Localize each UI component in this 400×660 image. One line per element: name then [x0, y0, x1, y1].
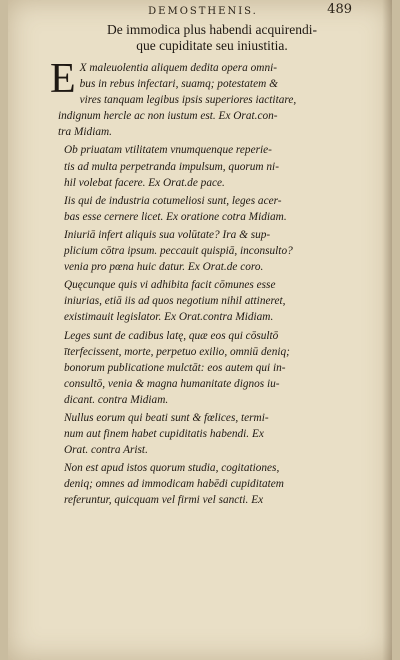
drop-initial: E — [50, 56, 76, 102]
text-line: plicium cōtra ipsum. peccauit quispiā, inconsulto? — [64, 245, 293, 258]
text-line: bus in rebus infectari, suamq; potestatem & — [79, 78, 278, 91]
running-head: DEMOSTHENIS. — [148, 6, 258, 17]
heading-line: que cupiditate seu iniustitia. — [136, 38, 288, 53]
text-line: referuntur, quicquam vel firmi vel sancti. Ex — [64, 494, 264, 507]
paragraph — [58, 193, 364, 225]
text-line: Non est apud istos quorum studia, cogitationes, — [64, 462, 280, 475]
paragraph — [58, 328, 364, 408]
text-line: consultō, venia & magna humanitate dignos iu- — [64, 377, 280, 390]
heading-line: De immodica plus habendi acquirendi- — [107, 22, 317, 37]
paragraph — [58, 142, 364, 190]
text-line: Iniuriā infert aliquis sua volūtate? Ira & sup- — [64, 228, 271, 241]
text-line: Orat. contra Arist. — [64, 444, 148, 457]
text-line: Iis qui de industria cotumeliosi sunt, leges acer- — [64, 194, 282, 207]
text-line: īterfecissent, morte, perpetuo exilio, omniū deniq; — [64, 345, 290, 358]
text-line: tra Midiam. — [58, 126, 112, 139]
text-line: bas esse cernere licet. Ex oratione cotra Midiam. — [64, 210, 287, 223]
text-line: bonorum publicatione mulctāt: eos autem qui in- — [64, 361, 286, 374]
paragraph — [58, 460, 364, 508]
page-number: 489 — [327, 2, 352, 17]
section-heading — [52, 22, 372, 54]
text-line: dicant. contra Midiam. — [64, 393, 169, 406]
text-line: Leges sunt de cadibus latę, quæ eos qui cōsultō — [64, 329, 279, 342]
book-page — [8, 0, 392, 660]
text-line: indignum hercle ac non iustum est. Ex Orat.con- — [58, 110, 278, 123]
body-text — [50, 56, 364, 511]
text-line: existimauit legislator. Ex Orat.contra Midiam. — [64, 311, 274, 324]
text-line: X maleuolentia aliquem dedita opera omni- — [79, 62, 278, 74]
text-line: Ob priuatam vtilitatem vnumquenque reperie- — [64, 144, 272, 157]
text-line: hil volebat facere. Ex Orat.de pace. — [64, 176, 225, 189]
text-line: num aut finem habet cupiditatis habendi. Ex — [64, 428, 264, 441]
paragraph — [58, 277, 364, 325]
text-line: iniurias, etiā iis ad quos negotium nihil attineret, — [64, 295, 286, 308]
text-line: Nullus eorum qui beati sunt & fœlices, termi- — [64, 411, 269, 424]
paragraph — [58, 410, 364, 458]
text-line: vires tanquam legibus ipsis superiores iactitare, — [79, 94, 297, 107]
text-line: venia pro pœna huic datur. Ex Orat.de coro. — [64, 261, 264, 274]
paragraph — [50, 56, 364, 140]
text-line: Quęcunque quis vi adhibita facit cōmunes esse — [64, 279, 276, 292]
page-gutter-shadow — [382, 0, 392, 660]
text-line: tis ad multa perpetranda impulsum, quorum ni- — [64, 160, 279, 173]
text-line: deniq; omnes ad immodicam habēdi cupiditatem — [64, 478, 284, 491]
paragraph — [58, 227, 364, 275]
